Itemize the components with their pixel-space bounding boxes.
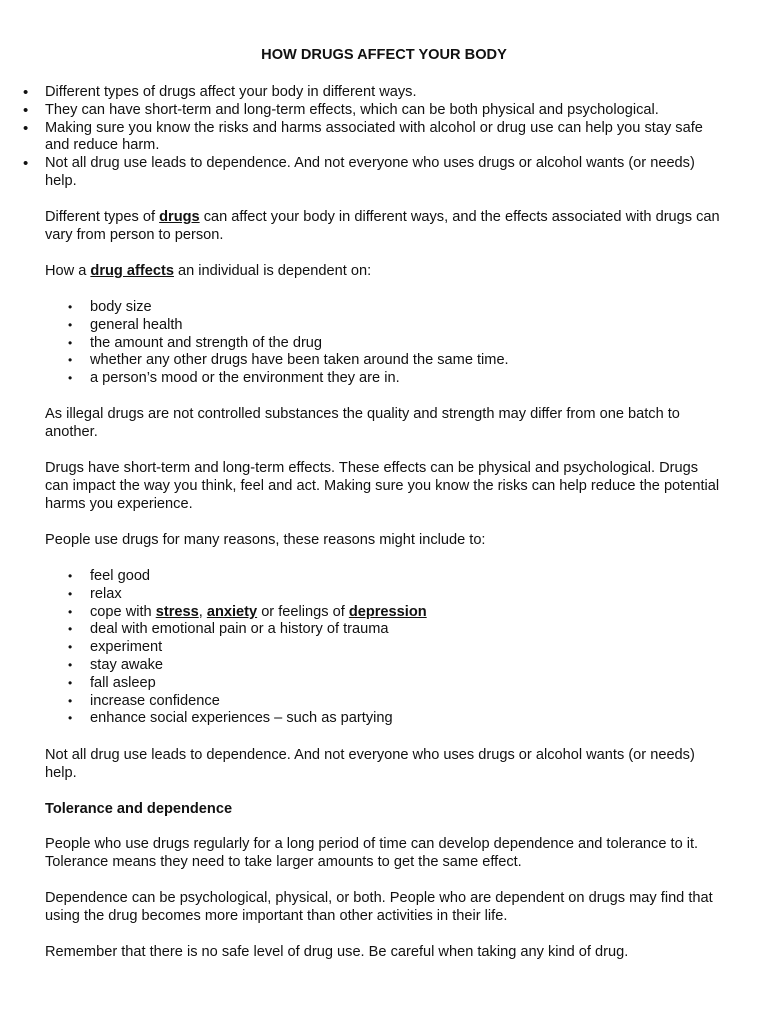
cope-text-mid: or feelings of bbox=[257, 603, 349, 620]
list-item: • the amount and strength of the drug bbox=[90, 335, 710, 353]
factors-list bbox=[90, 299, 710, 388]
reasons-intro: People use drugs for many reasons, these reasons might include to: bbox=[45, 532, 486, 548]
intro-text-end: can affect your body in different ways, and the effects associated with drugs can vary from person to person. bbox=[45, 209, 720, 243]
depression-link[interactable]: depression bbox=[348, 603, 427, 620]
stress-link[interactable]: stress bbox=[155, 603, 199, 620]
list-item: • feel good bbox=[90, 568, 710, 586]
anxiety-link[interactable]: anxiety bbox=[206, 603, 258, 620]
list-item: • fall asleep bbox=[90, 675, 710, 693]
drug-affects-link[interactable]: drug affects bbox=[90, 263, 174, 279]
drugs-link[interactable]: drugs bbox=[159, 209, 200, 225]
list-item: • a person’s mood or the environment they are in. bbox=[90, 370, 710, 388]
tolerance-heading: Tolerance and dependence bbox=[45, 801, 233, 817]
closing-paragraph: Remember that there is no safe level of drug use. Be careful when taking any kind of drug. bbox=[45, 944, 629, 960]
list-item: • whether any other drugs have been taken around the same time. bbox=[90, 352, 710, 370]
list-item: • increase confidence bbox=[90, 693, 710, 711]
depends-text: How a bbox=[45, 263, 91, 279]
page-title: HOW DRUGS AFFECT YOUR BODY bbox=[261, 47, 507, 63]
list-item: • general health bbox=[90, 317, 710, 335]
list-item: • Different types of drugs affect your body in different ways. bbox=[45, 84, 725, 102]
cope-text: cope with bbox=[90, 603, 156, 620]
list-item: • enhance social experiences – such as partying bbox=[90, 710, 710, 728]
list-item: • Making sure you know the risks and harms associated with alcohol or drug use can help you stay safe and reduce harm. bbox=[45, 120, 725, 156]
dependence-paragraph: Not all drug use leads to dependence. And not everyone who uses drugs or alcohol wants (or needs) help. bbox=[45, 747, 695, 781]
intro-text: Different types of bbox=[45, 209, 160, 225]
list-item: • Not all drug use leads to dependence. And not everyone who uses drugs or alcohol wants (or needs) help. bbox=[45, 155, 725, 191]
summary-list bbox=[45, 84, 725, 191]
list-item: • deal with emotional pain or a history of trauma bbox=[90, 621, 710, 639]
reasons-list bbox=[90, 568, 710, 728]
list-item: • relax bbox=[90, 586, 710, 604]
list-item: • experiment bbox=[90, 639, 710, 657]
psych-paragraph: Dependence can be psychological, physical, or both. People who are dependent on drugs may find that using the drug becomes more important than other activities in their life. bbox=[45, 890, 713, 924]
tolerance-paragraph: People who use drugs regularly for a long period of time can develop dependence and tolerance to it. Tolerance means they need to take larger amounts to get the same effect. bbox=[45, 836, 699, 870]
depends-paragraph bbox=[45, 263, 725, 281]
effects-paragraph: Drugs have short-term and long-term effects. These effects can be physical and psychological. Drugs can impact the way you think, feel and act. Making sure you know the risks can help reduce the potential harms you experience. bbox=[45, 460, 720, 512]
list-item: • stay awake bbox=[90, 657, 710, 675]
intro-paragraph bbox=[45, 209, 725, 245]
list-item-cope bbox=[90, 604, 710, 622]
list-item: • They can have short-term and long-term effects, which can be both physical and psychological. bbox=[45, 102, 725, 120]
cope-separator: , bbox=[198, 603, 207, 620]
illegal-paragraph: As illegal drugs are not controlled substances the quality and strength may differ from one batch to another. bbox=[45, 406, 680, 440]
list-item: • body size bbox=[90, 299, 710, 317]
depends-text-end: an individual is dependent on: bbox=[173, 263, 372, 279]
